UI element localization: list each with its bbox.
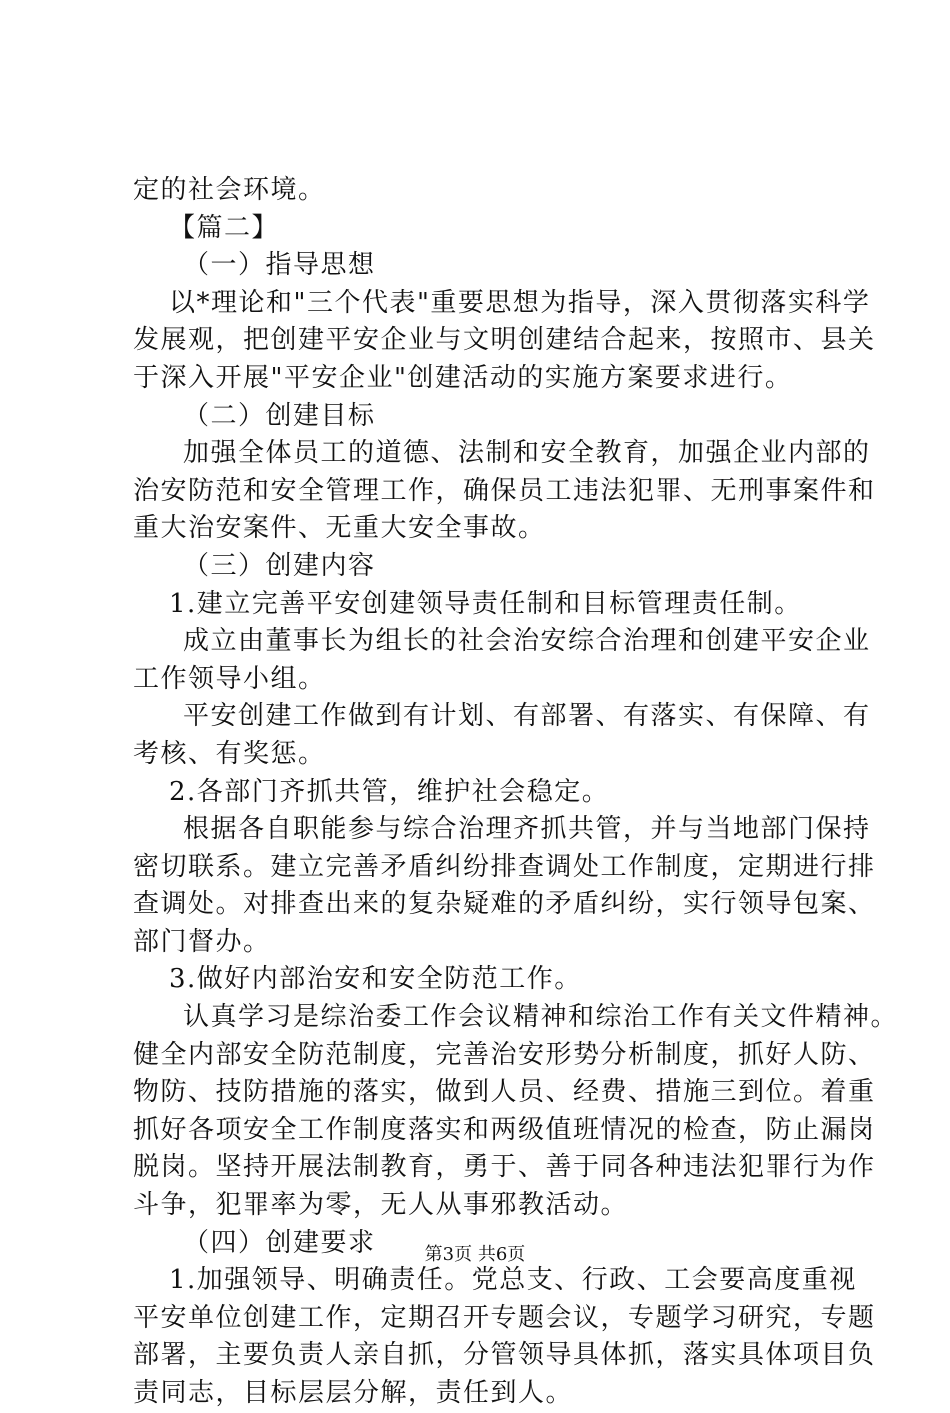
text-line: 以*理论和"三个代表"重要思想为指导，深入贯彻落实科学 [169,287,871,318]
text-line: 定的社会环境。 [133,175,326,205]
page-number-footer: 第3页 共6页 [424,1244,526,1265]
subsection-heading: （三）创建内容 [183,550,376,581]
text-line: 考核、有奖惩。 [133,738,326,769]
text-line: 抓好各项安全工作制度落实和两级值班情况的检查，防止漏岗 [133,1114,876,1145]
text-line: 成立由董事长为组长的社会治安综合治理和创建平安企业 [183,626,871,657]
text-line: 重大治安案件、无重大安全事故。 [133,513,546,544]
subsection-heading: （四）创建要求 [183,1227,376,1258]
text-line: 斗争，犯罪率为零，无人从事邪教活动。 [133,1190,629,1221]
text-line: 加强全体员工的道德、法制和安全教育，加强企业内部的 [183,438,871,469]
text-line: 1.加强领导、明确责任。党总支、行政、工会要高度重视 [169,1265,857,1296]
document-body [133,172,899,1413]
text-line: 认真学习是综治委工作会议精神和综治工作有关文件精神。 [183,1002,899,1033]
section-heading: 【篇二】 [169,212,280,243]
text-line: 查调处。对排查出来的复杂疑难的矛盾纠纷，实行领导包案、 [133,889,876,920]
text-line: 治安防范和安全管理工作，确保员工违法犯罪、无刑事案件和 [133,475,876,506]
subsection-heading: （一）指导思想 [183,250,376,281]
text-line: 平安单位创建工作，定期召开专题会议，专题学习研究，专题 [133,1302,876,1333]
text-line: 密切联系。建立完善矛盾纠纷排查调处工作制度，定期进行排 [133,851,876,882]
text-line: 根据各自职能参与综合治理齐抓共管，并与当地部门保持 [183,814,871,845]
text-line: 发展观，把创建平安企业与文明创建结合起来，按照市、县关 [133,325,876,356]
text-line: 平安创建工作做到有计划、有部署、有落实、有保障、有 [183,701,871,732]
text-line: 部署，主要负责人亲自抓，分管领导具体抓，落实具体项目负 [133,1340,876,1371]
text-line: 3.做好内部治安和安全防范工作。 [169,964,582,995]
text-line: 物防、技防措施的落实，做到人员、经费、措施三到位。着重 [133,1077,876,1108]
subsection-heading: （二）创建目标 [183,400,376,431]
text-line: 部门督办。 [133,926,271,957]
text-line: 脱岗。坚持开展法制教育，勇于、善于同各种违法犯罪行为作 [133,1152,876,1183]
text-line: 责同志，目标层层分解，责任到人。 [133,1378,574,1408]
text-line: 1.建立完善平安创建领导责任制和目标管理责任制。 [169,588,802,619]
text-line: 于深入开展"平安企业"创建活动的实施方案要求进行。 [133,362,793,393]
text-line: 健全内部安全防范制度，完善治安形势分析制度，抓好人防、 [133,1039,876,1070]
text-line: 工作领导小组。 [133,663,326,694]
text-line: 2.各部门齐抓共管，维护社会稳定。 [169,776,610,807]
